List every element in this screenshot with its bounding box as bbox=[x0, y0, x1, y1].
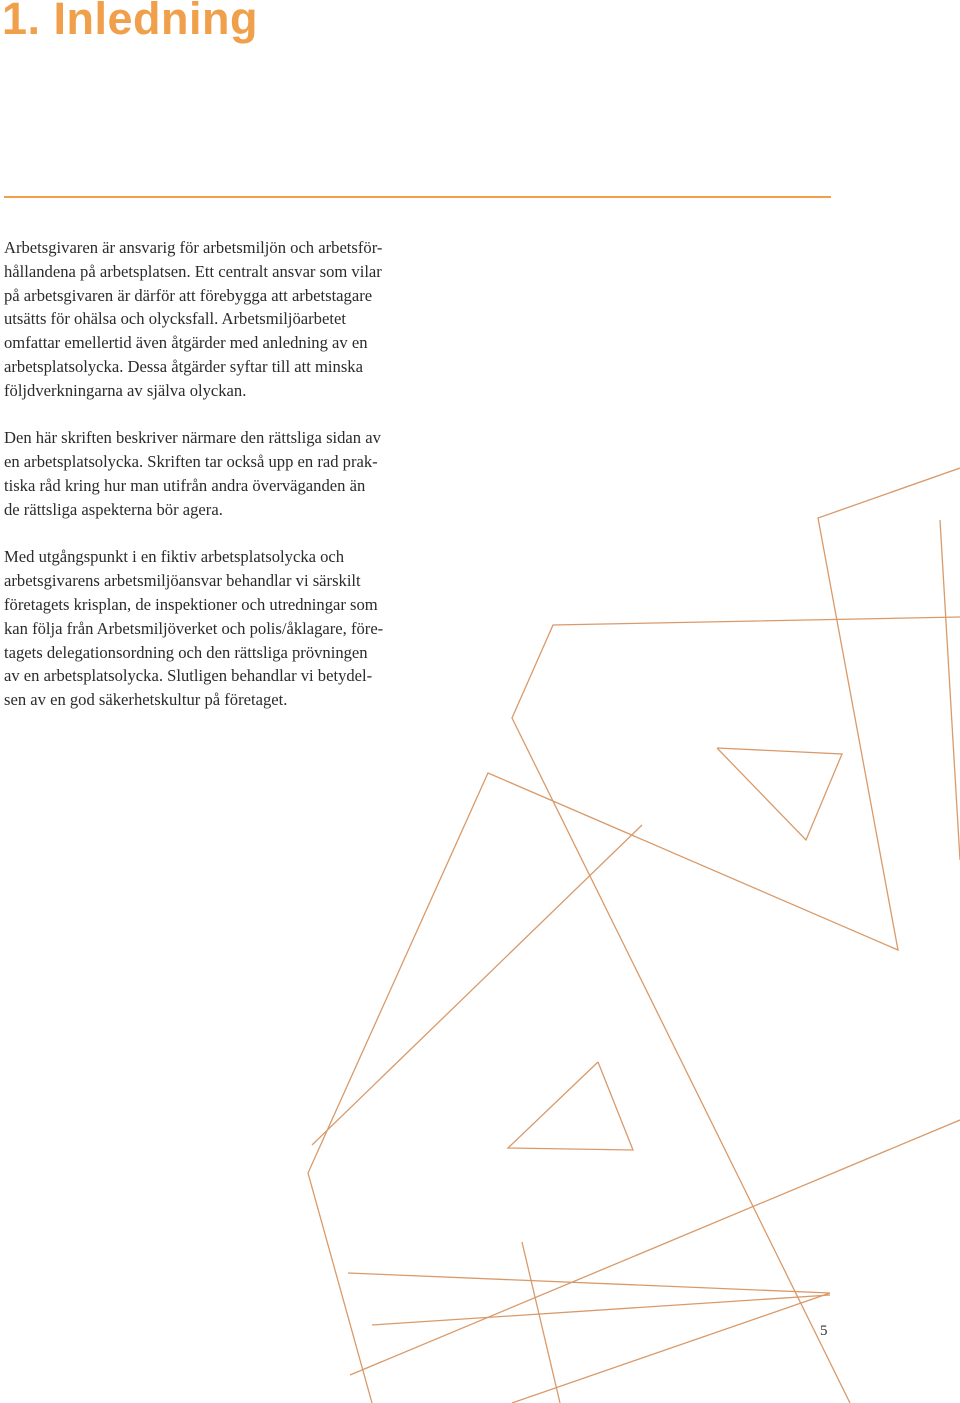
text-line: en arbetsplatsolycka. Skriften tar också upp en rad prak- bbox=[4, 452, 378, 472]
heading-rule bbox=[4, 196, 831, 198]
text-line: Arbetsgivaren är ansvarig för arbetsmiljön och arbetsför- bbox=[4, 238, 383, 257]
deco-line-right-edge bbox=[940, 520, 960, 860]
body-text bbox=[4, 236, 414, 736]
deco-shape-bottom-left bbox=[522, 1242, 560, 1403]
paragraph-2 bbox=[4, 426, 414, 521]
text-line: av en arbetsplatsolycka. Slutligen behandlar vi betydel- bbox=[4, 666, 373, 686]
page-number: 5 bbox=[820, 1323, 828, 1339]
text-line: kan följa från Arbetsmiljöverket och polis/åklagare, före- bbox=[4, 618, 384, 638]
paragraph-3 bbox=[4, 545, 414, 712]
text-line: Den här skriften beskriver närmare den rättsliga sidan av bbox=[4, 428, 381, 448]
deco-shape-bottom-lines bbox=[372, 1295, 830, 1325]
text-line: tagets delegationsordning och den rättsliga prövningen bbox=[4, 642, 368, 662]
deco-shape-bottom-band bbox=[348, 1273, 830, 1403]
text-line: på arbetsgivaren är därför att förebygga att arbetstagare bbox=[4, 285, 373, 305]
text-line: Med utgångspunkt i en fiktiv arbetsplatsolycka och bbox=[4, 547, 345, 567]
deco-shape-small-triangle-upper bbox=[717, 748, 842, 840]
deco-shape-long-diagonal bbox=[350, 1120, 960, 1375]
deco-shape-small-triangle-lower bbox=[508, 1062, 633, 1150]
text-line: följdverkningarna av själva olyckan. bbox=[4, 380, 247, 400]
text-line: omfattar emellertid även åtgärder med anledning av en bbox=[4, 333, 368, 353]
text-line: sen av en god säkerhetskultur på företaget. bbox=[4, 690, 288, 710]
text-line: tiska råd kring hur man utifrån andra överväganden än bbox=[4, 475, 366, 495]
text-line: utsätts för ohälsa och olycksfall. Arbetsmiljöarbetet bbox=[4, 309, 346, 329]
text-line: de rättsliga aspekterna bör agera. bbox=[4, 499, 223, 519]
text-line: arbetsplatsolycka. Dessa åtgärder syftar till att minska bbox=[4, 356, 363, 376]
text-line: hållandena på arbetsplatsen. Ett centralt ansvar som vilar bbox=[4, 261, 382, 281]
paragraph-1 bbox=[4, 236, 414, 403]
text-line: arbetsgivarens arbetsmiljöansvar behandlar vi särskilt bbox=[4, 571, 361, 591]
deco-shape-mid-diagonal bbox=[312, 825, 642, 1145]
chapter-heading: 1. Inledning bbox=[2, 0, 259, 44]
text-line: företagets krisplan, de inspektioner och utredningar som bbox=[4, 594, 378, 614]
deco-shape-large-triangle bbox=[512, 617, 960, 1403]
